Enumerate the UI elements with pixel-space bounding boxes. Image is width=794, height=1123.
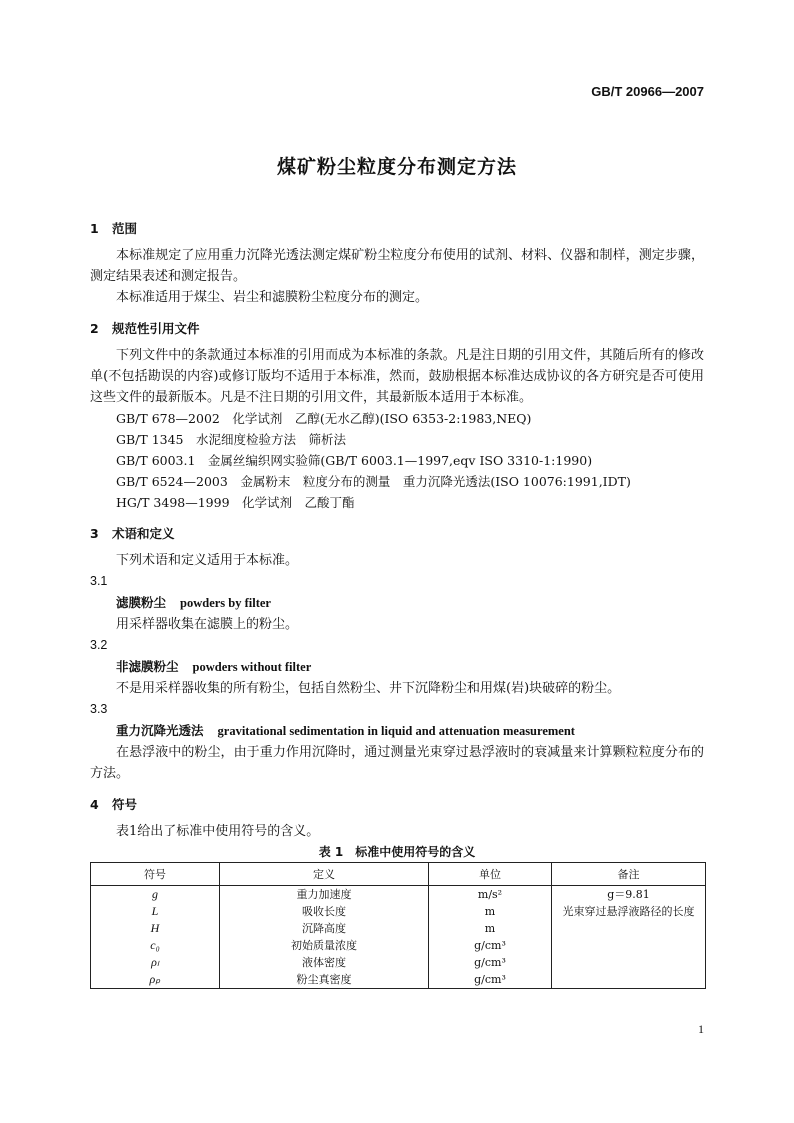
table-title: 表 1 标准中使用符号的含义 (318, 845, 476, 859)
cell-symbol: c₀ (91, 937, 220, 954)
cell-unit: g/cm³ (429, 971, 552, 989)
table-row (91, 954, 706, 971)
cell-definition: 液体密度 (220, 954, 429, 971)
cell-definition: 吸收长度 (220, 903, 429, 920)
cell-unit: m (429, 903, 552, 920)
cell-unit: m (429, 920, 552, 937)
section-heading-2: 2 规范性引用文件 (90, 321, 200, 336)
section-heading-4: 4 符号 (90, 797, 138, 812)
cell-definition: 初始质量浓度 (220, 937, 429, 954)
standard-code: GB/T 20966—2007 (591, 84, 704, 99)
cell-symbol: H (91, 920, 220, 937)
cell-note: g＝9.81 (552, 886, 706, 904)
reference-item: GB/T 6003.1 金属丝编织网实验筛(GB/T 6003.1—1997,eqv ISO 3310-1:1990) (116, 453, 593, 468)
term-title: 滤膜粉尘 powders by filter (116, 595, 271, 610)
cell-unit: g/cm³ (429, 937, 552, 954)
paragraph: 本标准适用于煤尘、岩尘和滤膜粉尘粒度分布的测定。 (116, 290, 429, 305)
reference-item: GB/T 1345 水泥细度检验方法 筛析法 (116, 432, 347, 447)
term-definition: 在悬浮液中的粉尘，由于重力作用沉降时，通过测量光束穿过悬浮液时的衰减量来计算颗粒粒度分布的方法。 (90, 745, 704, 781)
paragraph: 本标准规定了应用重力沉降光透法测定煤矿粉尘粒度分布使用的试剂、材料、仪器和制样，测定步骤，测定结果表述和测定报告。 (90, 248, 704, 284)
column-header: 单位 (429, 863, 552, 886)
term-number: 3.1 (90, 574, 108, 588)
table-header-row (91, 863, 706, 886)
section-heading-3: 3 术语和定义 (90, 526, 175, 541)
term-definition: 用采样器收集在滤膜上的粉尘。 (116, 617, 299, 632)
section-heading-1: 1 范围 (90, 221, 138, 236)
reference-item: GB/T 6524—2003 金属粉末 粒度分布的测量 重力沉降光透法(ISO 10076:1991,IDT) (116, 474, 631, 489)
cell-note (552, 954, 706, 971)
reference-item: GB/T 678—2002 化学试剂 乙醇(无水乙醇)(ISO 6353-2:1983,NEQ) (116, 411, 532, 426)
cell-unit: g/cm³ (429, 954, 552, 971)
column-header: 符号 (91, 863, 220, 886)
term-title: 重力沉降光透法 gravitational sedimentation in liquid and attenuation measurement (116, 723, 575, 738)
column-header: 定义 (220, 863, 429, 886)
term-title: 非滤膜粉尘 powders without filter (116, 659, 312, 674)
cell-symbol: L (91, 903, 220, 920)
table-row (91, 886, 706, 904)
document-title: 煤矿粉尘粒度分布测定方法 (276, 156, 517, 178)
cell-unit: m/s² (429, 886, 552, 904)
paragraph: 下列术语和定义适用于本标准。 (116, 553, 299, 568)
cell-definition: 重力加速度 (220, 886, 429, 904)
cell-symbol: ρₚ (91, 971, 220, 989)
paragraph: 表1给出了标准中使用符号的含义。 (116, 824, 320, 839)
symbols-table (90, 862, 706, 989)
page-number: 1 (698, 1022, 704, 1036)
reference-item: HG/T 3498—1999 化学试剂 乙酸丁酯 (116, 495, 355, 510)
cell-symbol: g (91, 886, 220, 904)
table-row (91, 971, 706, 989)
term-number: 3.3 (90, 702, 108, 716)
cell-symbol: ρₗ (91, 954, 220, 971)
cell-note (552, 920, 706, 937)
cell-note: 光束穿过悬浮液路径的长度 (552, 903, 706, 920)
term-definition: 不是用采样器收集的所有粉尘，包括自然粉尘、井下沉降粉尘和用煤(岩)块破碎的粉尘。 (116, 681, 621, 696)
table-row (91, 920, 706, 937)
document-body (90, 218, 704, 989)
table-row (91, 903, 706, 920)
column-header: 备注 (552, 863, 706, 886)
cell-definition: 粉尘真密度 (220, 971, 429, 989)
paragraph: 下列文件中的条款通过本标准的引用而成为本标准的条款。凡是注日期的引用文件，其随后所有的修改单(不包括勘误的内容)或修订版均不适用于本标准，然而，鼓励根据本标准达成协议的各方研究是否可使用这些文件的最新版本。凡是不注日期的引用文件，其最新版本适用于本标准。 (90, 348, 704, 405)
cell-note (552, 971, 706, 989)
cell-definition: 沉降高度 (220, 920, 429, 937)
term-number: 3.2 (90, 638, 108, 652)
cell-note (552, 937, 706, 954)
table-row (91, 937, 706, 954)
